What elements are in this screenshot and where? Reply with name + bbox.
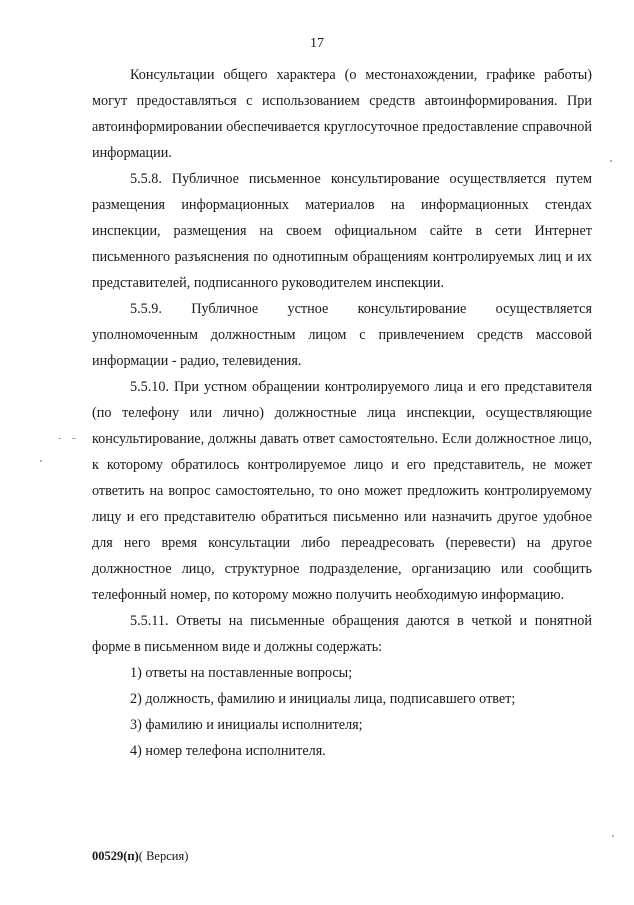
paragraph-consultations: Консультации общего характера (о местонахождении, графике работы) могут предоставляться с использованием средств автоинформирования. При автоинформировании обеспечивается круглосуточное предоставление справочной информации. (92, 67, 592, 161)
page-number: 17 (310, 36, 324, 51)
document-body (92, 62, 592, 764)
paragraph-5-5-9: 5.5.9. Публичное устное консультирование осуществляется уполномоченным должностным лицом с привлечением средств массовой информации - радио, телевидения. (92, 301, 592, 369)
scan-speck (72, 438, 76, 439)
scan-speck (58, 438, 61, 439)
paragraph-5-5-11: 5.5.11. Ответы на письменные обращения даются в четкой и понятной форме в письменном виде и должны содержать: (92, 613, 592, 655)
paragraph-5-5-10: 5.5.10. При устном обращении контролируемого лица и его представителя (по телефону или лично) должностные лица инспекции, осуществляющие консультирование, должны давать ответ самостоятельно. Если должностное лицо, к которому обратилось контролируемое лицо и его представитель, не может ответить на вопрос самостоятельно, то оно может предложить контролируемому лицу и его представителю обратиться письменно или назначить другое удобное для него время консультации либо переадресовать (перевести) на другое должностное лицо, структурное подразделение, организацию или сообщить телефонный номер, по которому можно получить необходимую информацию. (92, 379, 592, 603)
footer-version: ( Версия) (138, 849, 189, 863)
list-item: 3) фамилию и инициалы исполнителя; (130, 717, 363, 733)
list-item: 1) ответы на поставленные вопросы; (130, 665, 353, 681)
scan-speck (610, 160, 612, 162)
scan-speck (612, 835, 614, 837)
footer-code: 00529(п) (92, 849, 139, 863)
list-item: 2) должность, фамилию и инициалы лица, подписавшего ответ; (130, 691, 516, 707)
list-item: 4) номер телефона исполнителя. (130, 743, 326, 759)
scan-speck (40, 460, 42, 462)
footer-document-code (92, 849, 188, 864)
paragraph-5-5-8: 5.5.8. Публичное письменное консультирование осуществляется путем размещения информационных материалов на информационных стендах инспекции, размещения на своем официальном сайте в сети Интернет письменного разъяснения по однотипным обращениям контролируемых лиц и их представителей, подписанного руководителем инспекции. (92, 171, 592, 291)
